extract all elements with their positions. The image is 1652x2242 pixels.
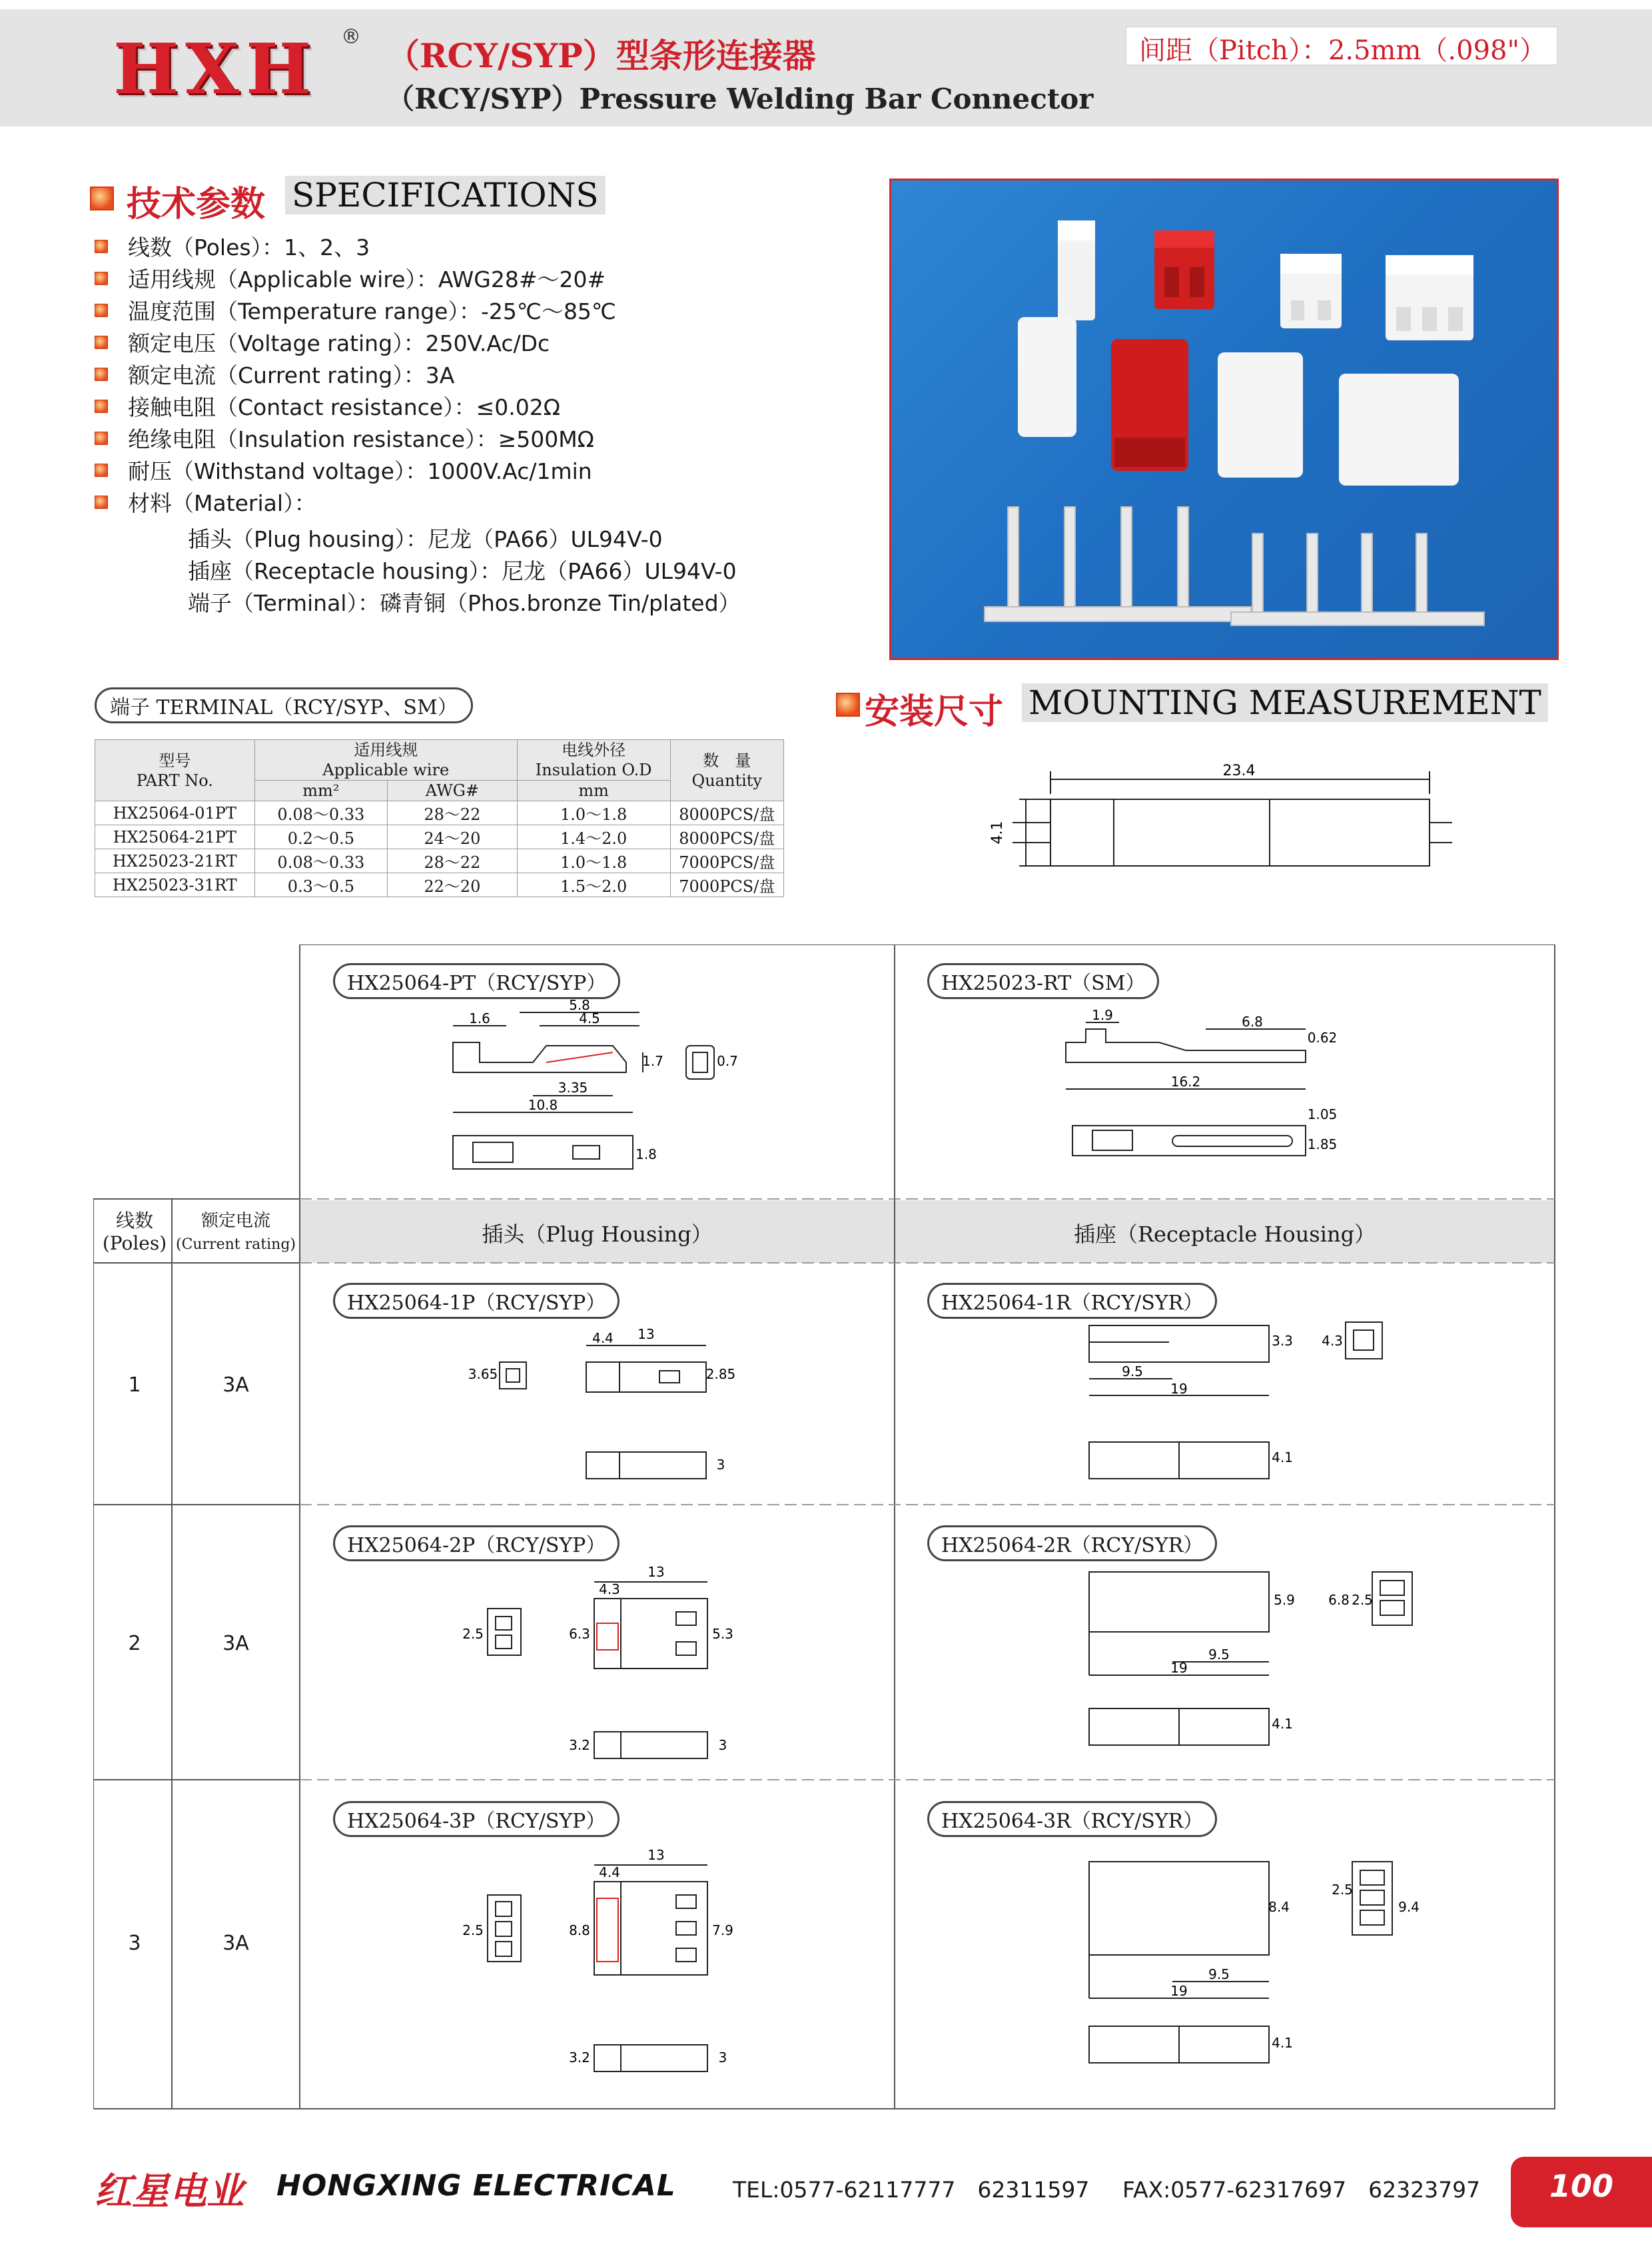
row-poles: 2 (128, 1632, 141, 1655)
product-photo (889, 179, 1559, 660)
dim: 3.65 (468, 1366, 498, 1382)
table-row: HX25023-31RT 0.3～0.5 22～20 1.5～2.0 7000PCS/盘 (95, 873, 784, 897)
bullet-icon (95, 336, 108, 349)
col-wire: 适用线规 Applicable wire (254, 740, 517, 781)
bullet-icon (95, 432, 108, 445)
bullet-icon (95, 496, 108, 509)
table-row: HX25064-21PT 0.2～0.5 24～20 1.4～2.0 8000PCS/盘 (95, 825, 784, 849)
recep-tag: HX25064-3R（RCY/SYR） (927, 1801, 1217, 1837)
specs-heading-cn: 技术参数 (127, 185, 266, 224)
housing-3r-white (1339, 374, 1459, 486)
col-awg: AWG# (388, 781, 518, 801)
terminal-tag: 端子 TERMINAL（RCY/SYP、SM） (95, 687, 473, 723)
dim: 2.5 (1332, 1882, 1353, 1898)
dim: 3.3 (1272, 1333, 1293, 1349)
footer-tel: TEL:0577-62117777 62311597 (733, 2177, 1090, 2203)
row-poles: 1 (128, 1373, 141, 1397)
dim: 1.85 (1307, 1136, 1338, 1152)
spec-item: 线数（Poles）：1、2、3 (95, 230, 370, 262)
plug-2p-drawing (446, 1562, 746, 1762)
material-terminal: 端子（Terminal）：磷青铜（Phos.bronze Tin/plated） (188, 590, 741, 616)
dim: 4.1 (1272, 1716, 1293, 1732)
pt-tag: HX25064-PT（RCY/SYP） (333, 963, 620, 999)
dim: 1.05 (1307, 1106, 1338, 1122)
spec-item: 额定电流（Current rating）：3A (95, 358, 454, 390)
company-logo: HXH (113, 28, 318, 110)
dim: 4.4 (599, 1864, 620, 1880)
spec-item: 额定电压（Voltage rating）：250V.Ac/Dc (95, 326, 550, 358)
dim: 13 (637, 1326, 655, 1342)
dim: 3.2 (569, 2050, 590, 2065)
receptacle-3r-drawing (1079, 1852, 1452, 2078)
spec-item: 适用线规（Applicable wire）：AWG28#～20# (95, 262, 606, 294)
page-number: 100 (1549, 2168, 1614, 2204)
dim: 2.5 (462, 1626, 484, 1642)
rt-terminal-drawing (1052, 1002, 1426, 1182)
dim: 8.8 (569, 1922, 590, 1938)
dim: 1.6 (469, 1010, 490, 1026)
col-rating-header: 额定电流 (Current rating) (176, 1211, 296, 1253)
bullet-icon (95, 400, 108, 413)
bullet-icon (95, 464, 108, 477)
receptacle-1r-drawing (1079, 1312, 1452, 1492)
dim: 16.2 (1170, 1074, 1201, 1090)
table-row: HX25064-01PT 0.08～0.33 28～22 1.0～1.8 8000PCS/盘 (95, 801, 784, 825)
page-title-en: （RCY/SYP）Pressure Welding Bar Connector (386, 83, 1094, 115)
bullet-icon (95, 304, 108, 317)
housing-3p-white (1386, 255, 1473, 340)
housing-2p-red (1154, 230, 1214, 309)
row-rating: 3A (222, 1373, 249, 1397)
row-rating: 3A (222, 1932, 249, 1955)
dim: 5.8 (569, 999, 590, 1013)
spec-item: 温度范围（Temperature range）：-25℃～85℃ (95, 294, 616, 326)
dim: 4.1 (1272, 1449, 1293, 1465)
plug-tag: HX25064-1P（RCY/SYP） (333, 1283, 620, 1319)
table-row: HX25023-21RT 0.08～0.33 28～22 1.0～1.8 7000PCS/盘 (95, 849, 784, 873)
col-mm2: mm² (254, 781, 387, 801)
pitch-label: 间距（Pitch）：2.5mm（.098"） (1139, 35, 1546, 66)
footer-company-en: HONGXING ELECTRICAL (276, 2169, 676, 2203)
mounting-heading-en: MOUNTING MEASUREMENT (1022, 683, 1548, 722)
col-od-unit: mm (517, 781, 670, 801)
section-bullet-icon (90, 187, 114, 210)
dim: 8.4 (1268, 1899, 1290, 1915)
dim: 13 (647, 1847, 665, 1863)
dim: 9.5 (1208, 1647, 1230, 1663)
spec-item: 材料（Material）： (95, 486, 316, 518)
dim: 4.5 (579, 1010, 600, 1026)
dim: 4.3 (599, 1581, 620, 1597)
plug-tag: HX25064-2P（RCY/SYP） (333, 1525, 620, 1561)
housing-1r-white (1018, 317, 1076, 437)
dim: 2.85 (705, 1366, 736, 1382)
plug-1p-drawing (446, 1319, 746, 1499)
dim: 9.4 (1398, 1899, 1420, 1915)
dim: 9.5 (1208, 1966, 1230, 1982)
dim: 19 (1170, 1381, 1188, 1397)
footer-fax: FAX:0577-62317697 62323797 (1122, 2177, 1481, 2203)
dim: 19 (1170, 1660, 1188, 1676)
dim-height: 4.1 (989, 821, 1006, 845)
plug-3p-drawing (446, 1845, 746, 2085)
housing-2r-white (1218, 352, 1303, 478)
dim: 6.3 (569, 1626, 590, 1642)
receptacle-2r-drawing (1079, 1562, 1452, 1755)
dim: 6.8 (1328, 1592, 1350, 1608)
col-plug-header: 插头（Plug Housing） (482, 1222, 713, 1247)
col-od: 电线外径 Insulation O.D (517, 740, 670, 781)
dim: 5.9 (1274, 1592, 1295, 1608)
bullet-icon (95, 272, 108, 285)
specs-heading-en: SPECIFICATIONS (285, 176, 606, 214)
housing-2p-white (1280, 254, 1342, 328)
dim: 4.1 (1272, 2035, 1293, 2051)
dim: 3 (718, 2050, 727, 2065)
housing-1p-white (1058, 220, 1095, 320)
dim: 1.8 (635, 1146, 657, 1162)
mounting-heading-cn: 安装尺寸 (865, 692, 1004, 732)
dim: 4.4 (592, 1330, 614, 1346)
material-plug: 插头（Plug housing）：尼龙（PA66）UL94V-0 (188, 526, 663, 552)
dim: 3.2 (569, 1737, 590, 1753)
terminal-strip-right (1231, 534, 1484, 625)
registered-mark: ® (341, 25, 361, 49)
row-rating: 3A (222, 1632, 249, 1655)
dim-length: 23.4 (1222, 763, 1256, 779)
recep-tag: HX25064-1R（RCY/SYR） (927, 1283, 1217, 1319)
col-recep-header: 插座（Receptacle Housing） (1073, 1222, 1376, 1247)
col-part: 型号 PART No. (95, 740, 255, 801)
col-qty: 数 量 Quantity (670, 740, 783, 801)
terminal-table (95, 739, 784, 897)
row-poles: 3 (128, 1932, 141, 1955)
dim: 1.7 (642, 1053, 663, 1069)
dim: 3 (718, 1737, 727, 1753)
dim: 4.3 (1322, 1333, 1343, 1349)
dim: 3.35 (558, 1080, 588, 1096)
recep-tag: HX25064-2R（RCY/SYR） (927, 1525, 1217, 1561)
dim: 9.5 (1122, 1363, 1143, 1379)
dim: 2.5 (462, 1922, 484, 1938)
section-bullet-icon (836, 693, 860, 717)
pt-terminal-drawing (413, 999, 746, 1192)
dim: 1.9 (1092, 1007, 1113, 1023)
page-title-cn: （RCY/SYP）型条形连接器 (386, 36, 816, 75)
dim: 0.62 (1307, 1030, 1338, 1046)
dim: 3 (716, 1457, 725, 1473)
rt-tag: HX25023-RT（SM） (927, 963, 1159, 999)
dim: 7.9 (712, 1922, 733, 1938)
dim: 10.8 (528, 1097, 558, 1113)
bullet-icon (95, 240, 108, 253)
bullet-icon (95, 368, 108, 381)
dim: 5.3 (712, 1626, 733, 1642)
dim: 13 (647, 1564, 665, 1580)
mounting-drawing (973, 759, 1465, 879)
col-poles-header: 线数 (Poles) (102, 1210, 167, 1254)
spec-item: 耐压（Withstand voltage）：1000V.Ac/1min (95, 454, 592, 486)
dim: 2.5 (1352, 1592, 1373, 1608)
dim: 0.7 (717, 1053, 738, 1069)
spec-item: 接触电阻（Contact resistance）：≤0.02Ω (95, 390, 560, 422)
plug-tag: HX25064-3P（RCY/SYP） (333, 1801, 620, 1837)
spec-item: 绝缘电阻（Insulation resistance）：≥500MΩ (95, 422, 594, 454)
material-receptacle: 插座（Receptacle housing）：尼龙（PA66）UL94V-0 (188, 558, 737, 584)
terminal-strip-left (985, 507, 1251, 621)
dim: 6.8 (1242, 1014, 1263, 1030)
dim: 19 (1170, 1983, 1188, 1999)
footer-company-cn: 红星电业 (95, 2170, 244, 2213)
